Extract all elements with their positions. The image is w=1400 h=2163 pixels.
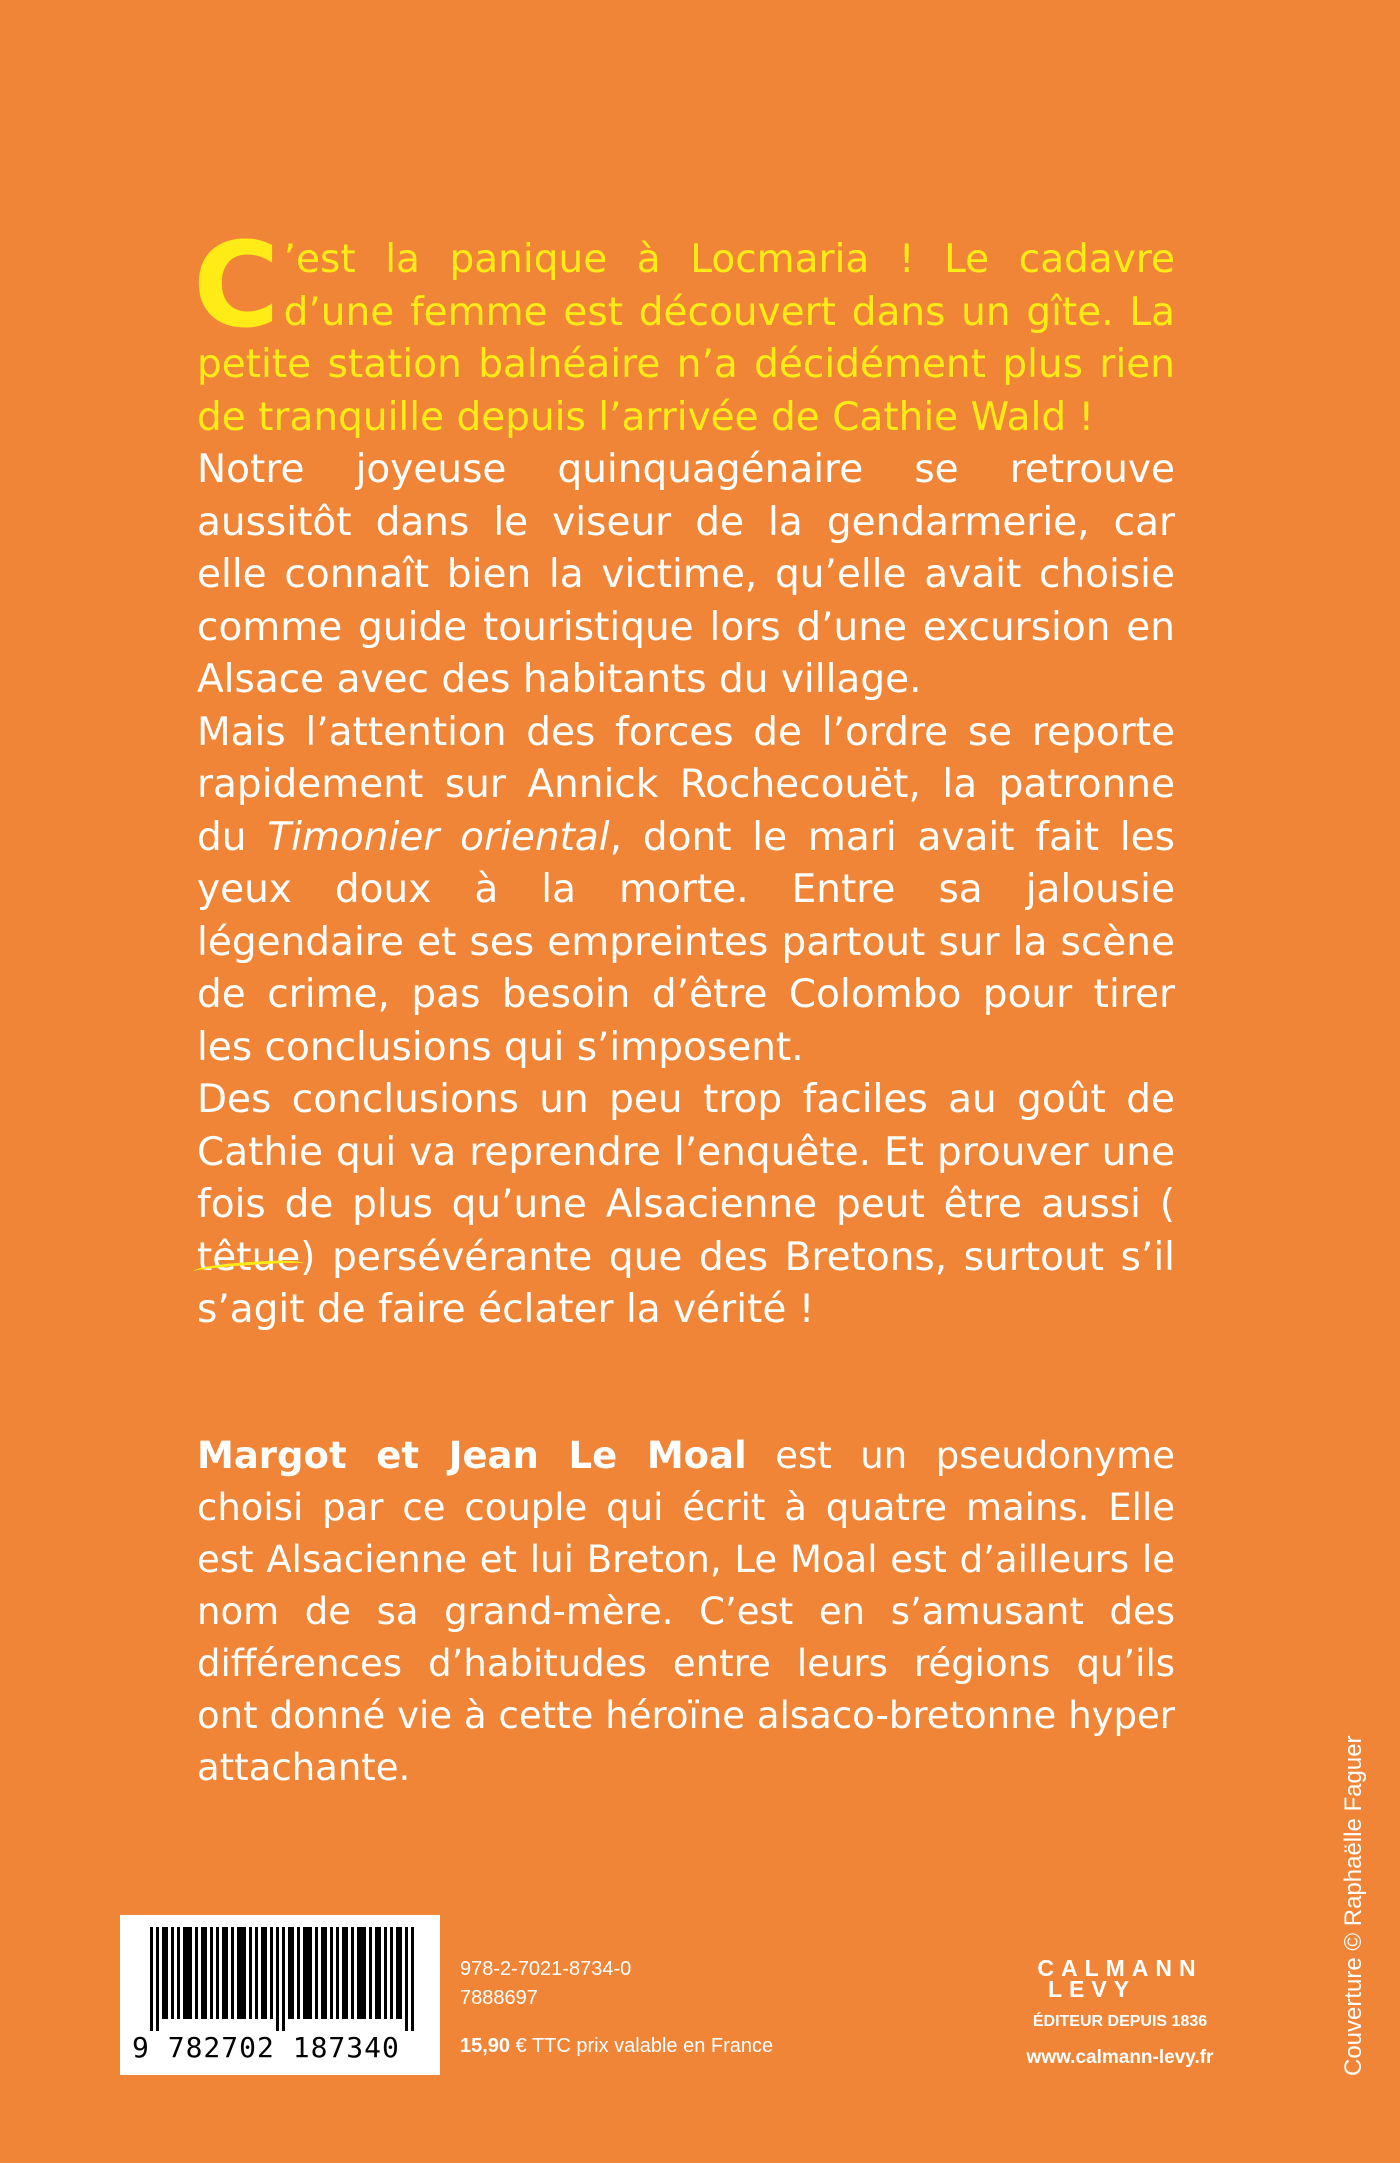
price-line <box>460 2032 773 2061</box>
drop-cap: C <box>193 216 280 354</box>
barcode-bars <box>150 1927 420 2031</box>
blurb-paragraph-3 <box>197 707 1175 1075</box>
barcode-digits: 9 782702 187340 <box>132 2031 400 2064</box>
struck-word-text: têtue <box>197 1234 301 1280</box>
publisher-tagline: ÉDITEUR DEPUIS 1836 <box>1032 2013 1208 2030</box>
book-metadata <box>460 1955 773 2061</box>
price-suffix: € TTC prix valable en France <box>510 2035 774 2057</box>
blurb-p3-start: Mais l’attention des forces de l’ordre se reporte rapidement sur Annick Rochecouët, la patronne du <box>197 709 1175 860</box>
restaurant-name: Timonier oriental <box>267 814 610 860</box>
blurb-p4-end: ) persévérante que des Bretons, surtout s’il s’agit de faire éclater la vérité ! <box>197 1234 1175 1332</box>
isbn-barcode <box>120 1915 440 2075</box>
blurb-lead-paragraph <box>193 216 1175 444</box>
author-bio-text: est un pseudonyme choisi par ce couple qui écrit à quatre mains. Elle est Alsacienne et lui Breton, Le Moal est d’ailleurs le nom de sa grand-mère. C’est en s’amusant des différences d’habitudes entre leurs régions qu’ils ont donné vie à cette héroïne alsaco-bretonne hyper attachante. <box>197 1434 1175 1789</box>
author-names: Margot et Jean Le Moal <box>197 1434 747 1477</box>
publisher-name-line2: LEVY <box>1048 1976 1137 2002</box>
publisher-logo <box>1010 1955 1230 2069</box>
author-bio <box>197 1430 1175 1794</box>
isbn-number: 978-2-7021-8734-0 <box>460 1958 632 1980</box>
struck-word <box>197 1232 300 1285</box>
blurb-p3-end: , dont le mari avait fait les yeux doux à la morte. Entre sa jalousie légendaire et ses empreintes partout sur la scène de crime, pas besoin d’être Colombo pour tirer les conclusions qui s’imposent. <box>197 814 1175 1070</box>
blurb-lead-text: ’est la panique à Locmaria ! Le cadavre d’une femme est découvert dans un gîte. La petite station balnéaire n’a décidément plus rien de tranquille depuis l’arrivée de Cathie Wald ! <box>197 237 1175 440</box>
price-value: 15,90 <box>460 2035 511 2057</box>
internal-code: 7888697 <box>460 1987 538 2009</box>
book-blurb <box>193 216 1175 1337</box>
blurb-p4-start: Des conclusions un peu trop faciles au goût de Cathie qui va reprendre l’enquête. Et prouver une fois de plus qu’une Alsacienne peut être aussi ( <box>197 1077 1175 1227</box>
blurb-paragraph-2: Notre joyeuse quinquagénaire se retrouve aussitôt dans le viseur de la gendarmerie, car elle connaît bien la victime, qu’elle avait choisie comme guide touristique lors d’une excursion en Alsace avec des habitants du village. <box>197 447 1175 702</box>
blurb-paragraph-4 <box>197 1074 1175 1337</box>
cover-credit: Couverture © Raphaëlle Faguer <box>1340 1735 1367 2076</box>
publisher-url[interactable]: www.calmann-levy.fr <box>1026 2047 1214 2068</box>
publisher-name-line1: CALMANN <box>1037 1955 1203 1981</box>
